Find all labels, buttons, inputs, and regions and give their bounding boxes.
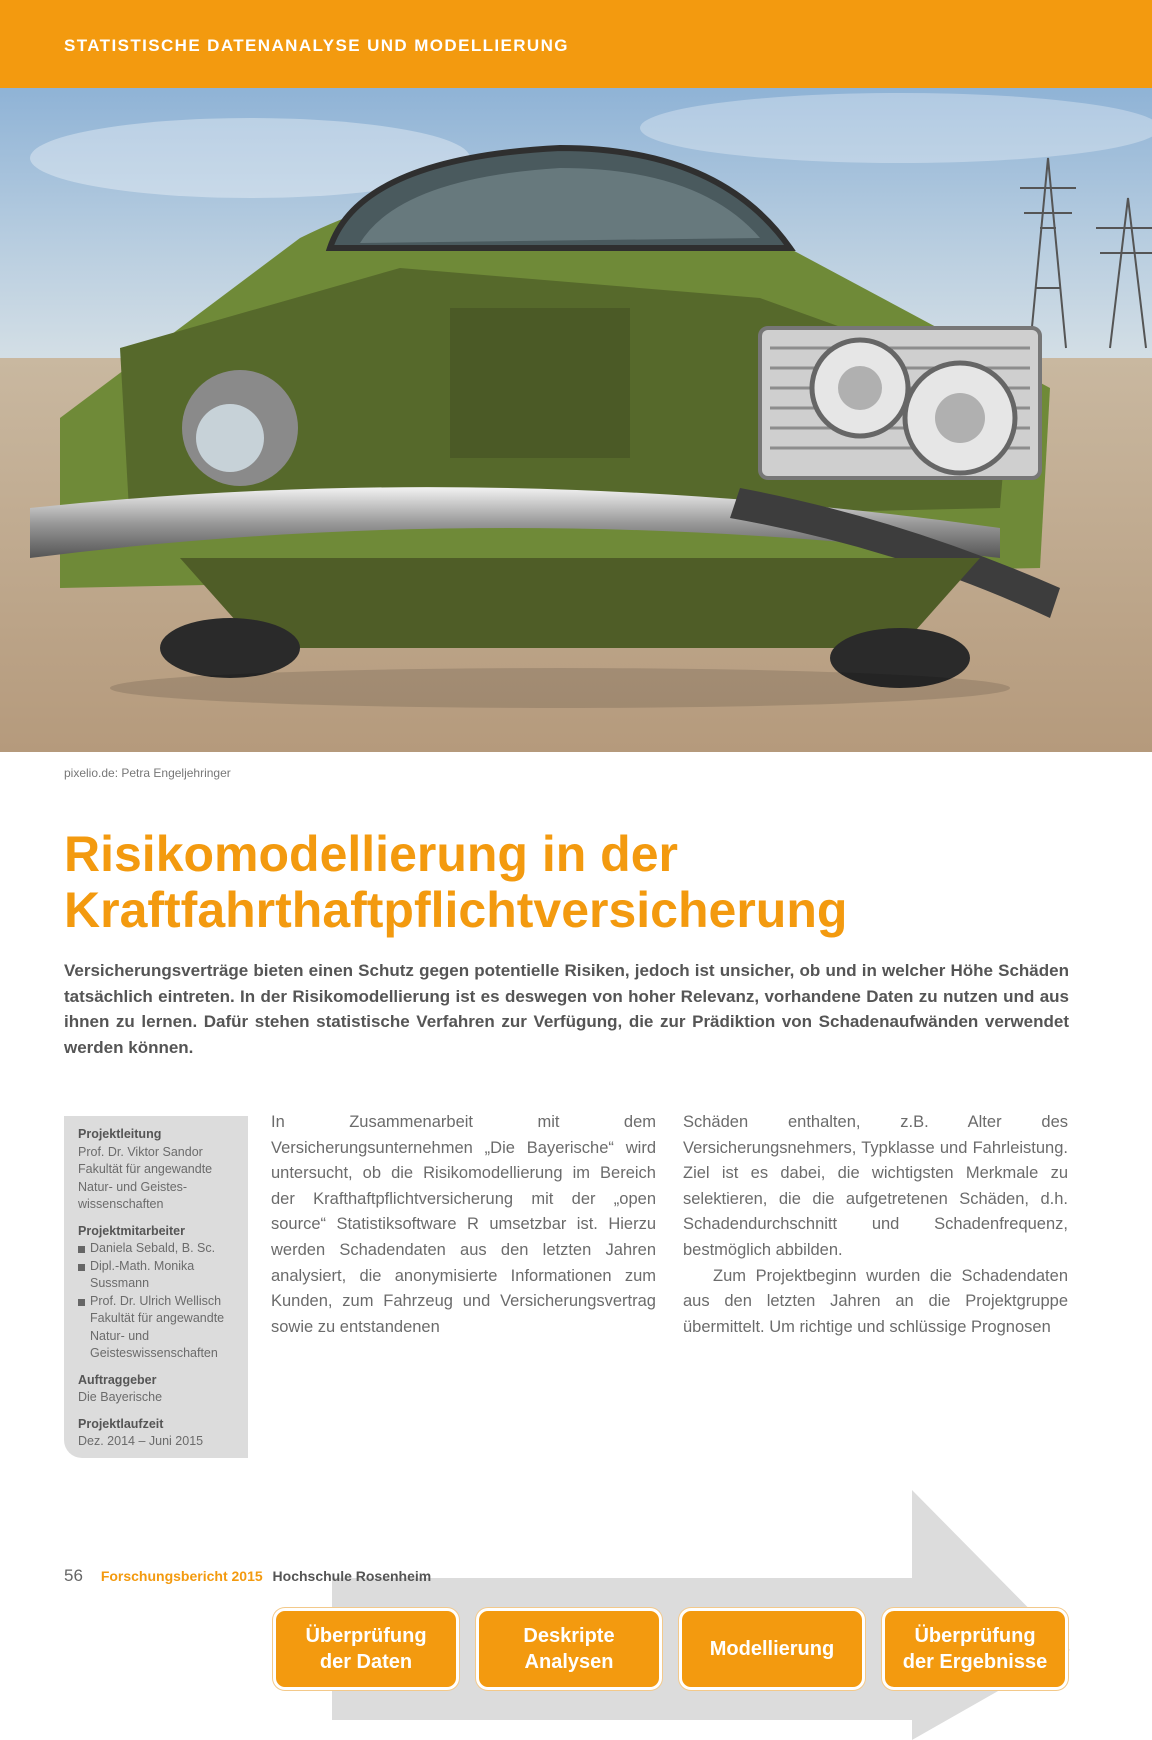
- article-title-line-1: Risikomodellierung in der: [64, 826, 678, 882]
- staff-list-item: [78, 1240, 236, 1258]
- staff-member: Dipl.-Math. Monika Sussmann: [90, 1258, 195, 1290]
- client-group: [78, 1372, 236, 1407]
- body-column-1: [271, 1110, 656, 1340]
- duration-heading: Projektlaufzeit: [78, 1416, 164, 1431]
- project-lead-line: Fakultät für angewandte: [78, 1162, 213, 1176]
- project-info-box: [64, 1116, 248, 1458]
- process-step-modelling: [679, 1608, 865, 1690]
- process-step-label: Überprüfung der Ergebnisse: [902, 1625, 1048, 1673]
- duration-group: [78, 1416, 236, 1451]
- staff-list-item: [78, 1293, 236, 1363]
- bullet-square-icon: [78, 1299, 85, 1306]
- project-lead-line: wissenschaften: [78, 1197, 164, 1211]
- duration-value: Dez. 2014 – Juni 2015: [78, 1434, 204, 1448]
- section-header-bar: [0, 0, 1152, 88]
- process-step-label: Modellierung: [709, 1638, 835, 1660]
- body-column-2: [683, 1110, 1068, 1340]
- page-number: 56: [64, 1566, 83, 1585]
- bullet-square-icon: [78, 1264, 85, 1271]
- photo-credit: pixelio.de: Petra Engeljehringer: [64, 766, 231, 780]
- staff-list-item: [78, 1258, 236, 1293]
- process-step-results-check: [882, 1608, 1068, 1690]
- project-lead-group: [78, 1126, 236, 1214]
- staff-member: Daniela Sebald, B. Sc.: [90, 1241, 216, 1255]
- process-step-label: Überprüfung der Daten: [305, 1625, 427, 1673]
- article-title: [64, 826, 1104, 938]
- client-name: Die Bayerische: [78, 1390, 163, 1404]
- client-heading: Auftraggeber: [78, 1372, 157, 1387]
- process-step-data-check: [273, 1608, 459, 1690]
- article-title-line-2: Kraftfahrthaftpflichtversicherung: [64, 882, 848, 938]
- body-paragraph: Schäden enthalten, z.B. Alter des Versicherungsnehmers, Typklasse und Fahrleistung. Ziel ist es dabei, die wichtigsten Merkmale zu selektieren, die die aufgetretenen Schäden, d.h. Schadendurchschnitt und Schadenfrequenz, bestmöglich abbilden.: [683, 1113, 1068, 1259]
- project-staff-heading: Projektmitarbeiter: [78, 1223, 185, 1238]
- page-footer: [64, 1566, 431, 1586]
- body-paragraph: Zum Projektbeginn wurden die Schadendaten aus den letzten Jahren an die Projektgruppe übermittelt. Um richtige und schlüssige Prognosen: [683, 1266, 1068, 1336]
- body-paragraph: In Zusammenarbeit mit dem Versicherungsunternehmen „Die Bayerische“ wird untersucht, ob die Risikomodellierung im Bereich der Krafthaftpflichtversicherung mit der „open source“ Statistiksoftware R umsetzbar ist. Hierzu werden Schadendaten aus den letzten Jahren analysiert, die anonymisierte Informationen zum Kunden, zum Fahrzeug und Versicherungsvertrag sowie zu entstandenen: [271, 1113, 656, 1336]
- bullet-square-icon: [78, 1246, 85, 1253]
- section-title: STATISTISCHE DATENANALYSE UND MODELLIERUNG: [64, 36, 569, 55]
- project-staff-group: [78, 1223, 236, 1363]
- staff-member: Prof. Dr. Ulrich Wellisch Fakultät für angewandte Natur- und Geisteswissenschaften: [90, 1293, 225, 1360]
- crashed-car-photo: [0, 88, 1152, 752]
- project-lead-heading: Projektleitung: [78, 1127, 162, 1141]
- article-lead: Versicherungsverträge bieten einen Schutz gegen potentielle Risiken, jedoch ist unsicher, ob und in welcher Höhe Schäden tatsächlich eintreten. In der Risikomodellierung ist es deswegen von hoher Relevanz, vorhandene Daten zu nutzen und aus ihnen zu lernen. Dafür stehen statistische Verfahren zur Verfügung, die zur Prädiktion von Schadenaufwänden verwendet werden können.: [64, 961, 1069, 1057]
- report-name: Forschungsbericht 2015: [100, 1568, 263, 1584]
- process-step-descriptive: [476, 1608, 662, 1690]
- process-diagram: [270, 1490, 1070, 1740]
- project-lead-line: Prof. Dr. Viktor Sandor: [78, 1144, 203, 1159]
- process-step-label: Deskripte Analysen: [523, 1625, 615, 1673]
- school-name: Hochschule Rosenheim: [272, 1568, 432, 1584]
- project-lead-line: Natur- und Geistes-: [78, 1179, 188, 1194]
